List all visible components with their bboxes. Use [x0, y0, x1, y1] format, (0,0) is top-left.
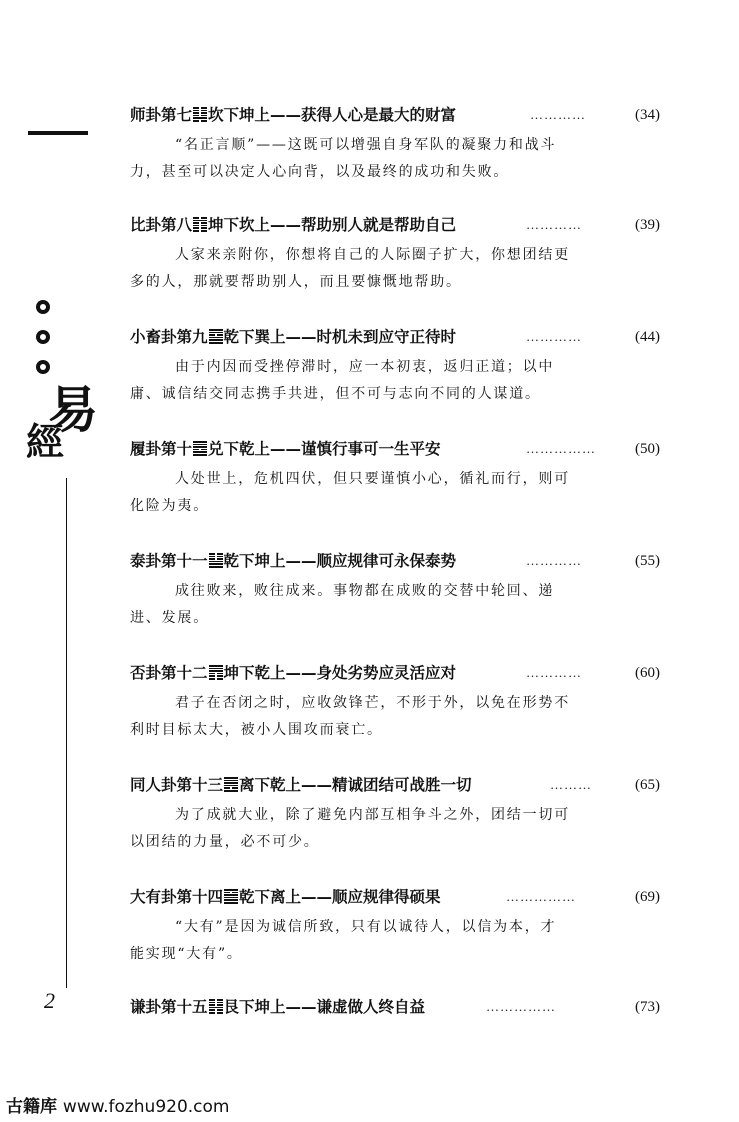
entry-leader-dots: …………	[530, 107, 586, 122]
entry-heading	[130, 772, 660, 798]
book-title-jing: 經	[26, 419, 65, 464]
summary-line: 多的人，那就要帮助别人，而且要慷慨地帮助。	[130, 274, 462, 290]
entry-summary	[130, 132, 660, 186]
book-title	[22, 380, 98, 465]
entry-page-number: (73)	[635, 999, 660, 1015]
entry-page-number: (39)	[635, 217, 660, 233]
decorative-rail-line	[66, 478, 67, 988]
entry-page-number: (65)	[635, 777, 660, 793]
entry-leader-dots: …………	[526, 665, 582, 680]
entry-subtitle: 兑下乾上——谨慎行事可一生平安	[208, 440, 441, 458]
hexagram-icon	[209, 553, 223, 568]
entry-leader-dots: …………	[526, 329, 582, 344]
entry-page-number: (44)	[635, 329, 660, 345]
summary-line: 力，甚至可以决定人心向背，以及最终的成功和失败。	[130, 164, 510, 180]
contents-entry	[130, 660, 660, 744]
entry-title	[130, 772, 472, 798]
summary-line: 君子在否闭之时，应收敛锋芒，不形于外，以免在形势不	[175, 695, 570, 711]
entry-title	[130, 660, 456, 686]
summary-line: 成往败来，败往成来。事物都在成败的交替中轮回、递	[175, 583, 555, 599]
entry-subtitle: 乾下巽上——时机未到应守正待时	[223, 328, 457, 346]
summary-line: 为了成就大业，除了避免内部互相争斗之外，团结一切可	[175, 807, 570, 823]
entry-title	[130, 212, 456, 238]
entry-leader-dots: ……………	[506, 889, 576, 904]
entry-heading	[130, 660, 660, 686]
entry-subtitle: 艮下坤上——谦虚做人终自益	[223, 998, 426, 1016]
entry-leader-dots: …………	[526, 217, 582, 232]
contents-entry	[130, 548, 660, 632]
decorative-dot-icon	[36, 330, 50, 344]
contents-entry	[130, 436, 660, 520]
entry-subtitle: 坤下坎上——帮助别人就是帮助自己	[208, 216, 457, 234]
contents-entry	[130, 102, 660, 186]
summary-line: 能实现“大有”。	[130, 946, 243, 962]
watermark-url: www.fozhu920.com	[62, 1097, 230, 1117]
entry-heading	[130, 324, 660, 350]
entry-summary	[130, 466, 660, 520]
entry-title	[130, 884, 441, 910]
watermark-site-name: 古籍库	[6, 1097, 57, 1117]
hexagram-icon	[209, 329, 223, 344]
summary-line: 进、发展。	[130, 610, 209, 626]
entry-gua-name: 履卦第十	[130, 440, 193, 458]
entry-title	[130, 548, 456, 574]
summary-line: 人家来亲附你，你想将自己的人际圈子扩大，你想团结更	[175, 247, 570, 263]
entry-gua-name: 同人卦第十三	[130, 776, 224, 794]
hexagram-icon	[193, 441, 207, 456]
entry-subtitle: 离下乾上——精诚团结可战胜一切	[239, 776, 472, 794]
entry-page-number: (69)	[635, 889, 660, 905]
hexagram-icon	[209, 999, 223, 1014]
entry-subtitle: 乾下离上——顺应规律得硕果	[239, 888, 441, 906]
entry-leader-dots: …………	[526, 553, 582, 568]
entry-gua-name: 小畜卦第九	[130, 328, 208, 346]
entry-heading	[130, 884, 660, 910]
contents-entry	[130, 212, 660, 296]
entry-summary	[130, 802, 660, 856]
entry-gua-name: 泰卦第十一	[130, 552, 208, 570]
contents-entry	[130, 772, 660, 856]
entry-title	[130, 324, 456, 350]
entry-gua-name: 谦卦第十五	[130, 998, 208, 1016]
hexagram-icon	[193, 217, 207, 232]
summary-line: 庸、诚信结交同志携手共进，但不可与志向不同的人谋道。	[130, 386, 541, 402]
summary-line: 化险为夷。	[130, 498, 209, 514]
summary-line: 利时目标太大，被小人围攻而衰亡。	[130, 722, 383, 738]
entry-leader-dots: ……………	[526, 441, 596, 456]
entry-title	[130, 102, 456, 128]
hexagram-icon	[193, 107, 207, 122]
entry-summary	[130, 578, 660, 632]
watermark	[6, 1092, 230, 1117]
entry-title	[130, 436, 441, 462]
entry-summary	[130, 914, 660, 968]
entry-page-number: (60)	[635, 665, 660, 681]
entry-subtitle: 坤下乾上——身处劣势应灵活应对	[223, 664, 457, 682]
entry-leader-dots: ………	[550, 777, 592, 792]
entry-summary	[130, 690, 660, 744]
decorative-dot-icon	[36, 300, 50, 314]
entry-heading	[130, 436, 660, 462]
entry-page-number: (55)	[635, 553, 660, 569]
contents-entry	[130, 884, 660, 968]
entry-leader-dots: ……………	[486, 999, 556, 1014]
entry-gua-name: 师卦第七	[130, 106, 193, 124]
hexagram-icon	[224, 777, 238, 792]
summary-line: 以团结的力量，必不可少。	[130, 834, 320, 850]
contents-entry	[130, 994, 660, 1020]
hexagram-icon	[209, 665, 223, 680]
hexagram-icon	[224, 889, 238, 904]
entry-heading	[130, 548, 660, 574]
entry-heading	[130, 994, 660, 1020]
entry-title	[130, 994, 425, 1020]
entry-gua-name: 比卦第八	[130, 216, 193, 234]
entry-subtitle: 坎下坤上——获得人心是最大的财富	[208, 106, 457, 124]
summary-line: 人处世上，危机四伏，但只要谨慎小心，循礼而行，则可	[175, 471, 570, 487]
entry-subtitle: 乾下坤上——顺应规律可永保泰势	[223, 552, 457, 570]
contents-entry	[130, 324, 660, 408]
entry-page-number: (34)	[635, 107, 660, 123]
book-title-yi: 易	[48, 380, 98, 439]
entry-page-number: (50)	[635, 441, 660, 457]
entry-summary	[130, 242, 660, 296]
entry-heading	[130, 102, 660, 128]
entry-gua-name: 大有卦第十四	[130, 888, 224, 906]
entry-gua-name: 否卦第十二	[130, 664, 208, 682]
summary-line: “名正言顺”——这既可以增强自身军队的凝聚力和战斗	[175, 137, 557, 153]
summary-line: “大有”是因为诚信所致，只有以诚待人，以信为本，才	[175, 919, 557, 935]
entry-summary	[130, 354, 660, 408]
summary-line: 由于内因而受挫停滞时，应一本初衷，返归正道；以中	[175, 359, 555, 375]
page-number: 2	[44, 988, 55, 1013]
entry-heading	[130, 212, 660, 238]
decorative-dot-icon	[36, 360, 50, 374]
decorative-rule	[28, 131, 88, 135]
